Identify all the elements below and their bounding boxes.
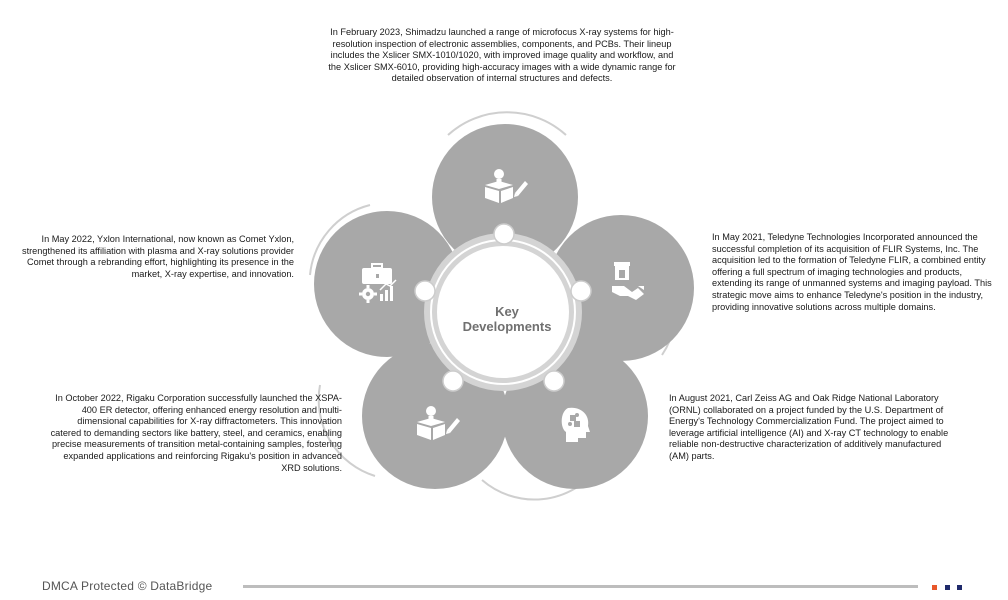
footer-copyright: DMCA Protected © DataBridge <box>42 579 213 593</box>
development-text-yxlon: In May 2022, Yxlon International, now known as Comet Yxlon, strengthened its affiliation with plasma and X-ray solutions provider Comet through a rebranding effort, highlighting its presence in the market, X-ray expertise, and innovation. <box>21 234 294 279</box>
connector-dot <box>443 371 463 391</box>
diagram-title-line-1: Key <box>495 304 519 319</box>
footer-square-navy <box>957 585 962 590</box>
development-text-teledyne: In May 2021, Teledyne Technologies Incorporated announced the successful completion of its acquisition of FLIR Systems, Inc. The acquisition led to the formation of Teledyne FLIR, a combined entity offering a full spectrum of imaging technologies and products, extending its range of unmanned systems and imaging payload. This strategic move aims to enhance Teledyne's position in the industry, providing innovative solutions across multiple domains. <box>712 232 992 312</box>
connector-dot <box>544 371 564 391</box>
diagram-title-line-2: Developments <box>462 319 552 334</box>
footer-divider <box>243 585 918 588</box>
connector-dot <box>571 281 591 301</box>
connector-dot <box>415 281 435 301</box>
connector-dot <box>494 224 514 244</box>
footer-square-navy <box>945 585 950 590</box>
development-text-rigaku: In October 2022, Rigaku Corporation successfully launched the XSPA-400 ER detector, offering enhanced energy resolution and multi-dimensional capabilities for X-ray diffractometers. This innovation catered to demanding sectors like battery, steel, and ceramics, enabling precise measurements of transition metal-containing samples, fostering expanded applications and reinforcing Rigaku's position in advanced XRD solutions. <box>50 393 342 473</box>
footer-square-orange <box>932 585 937 590</box>
development-text-shimadzu: In February 2023, Shimadzu launched a range of microfocus X-ray systems for high-resolution inspection of electronic assemblies, components, and PCBs. Their lineup includes the Xslicer SMX-1010/1020, with improved image quality and workflow, and the Xslicer SMX-6010, providing high-accuracy images with a wide dynamic range for detailed observation of internal structures and defects. <box>328 27 676 84</box>
development-text-zeiss: In August 2021, Carl Zeiss AG and Oak Ridge National Laboratory (ORNL) collaborated on a project funded by the U.S. Department of Energy's Technology Commercialization Fund. The project aimed to leverage artificial intelligence (AI) and X-ray CT technology to enable reliable non-destructive characterization of additively manufactured (AM) parts. <box>669 393 949 461</box>
